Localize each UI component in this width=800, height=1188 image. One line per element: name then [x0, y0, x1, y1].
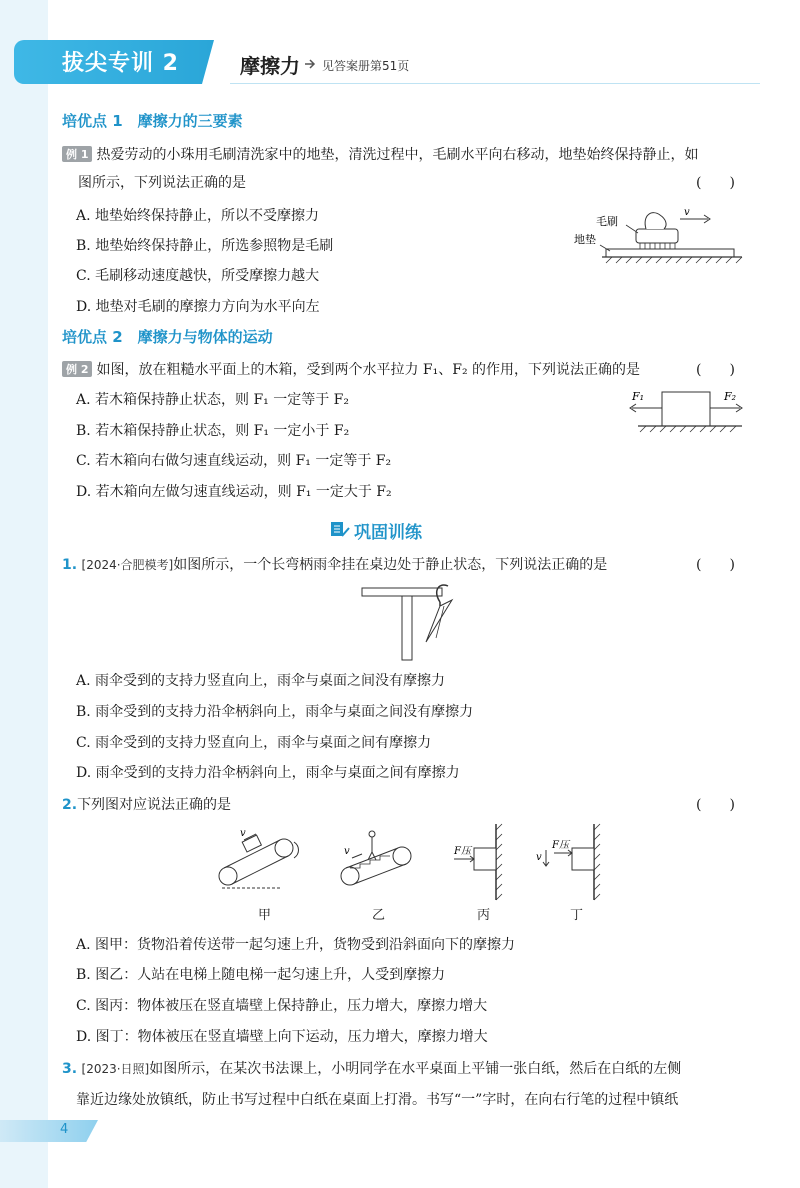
answer-reference[interactable]: 见答案册第51页 [322, 59, 410, 73]
wooden-box [662, 392, 710, 426]
example-1-stem-cont: 图所示，下列说法正确的是 [78, 175, 246, 191]
example-1-option-a[interactable]: A. 地垫始终保持静止，所以不受摩擦力 [76, 208, 320, 224]
page-sidebar [0, 0, 48, 1188]
question-3-stem: 3. [2023·日照]如图所示，在某次书法课上，小明同学在水平桌面上平铺一张白纸，然后在白纸的左侧 [62, 1061, 682, 1077]
brush-mat-figure [570, 205, 750, 273]
svg-text:v: v [344, 846, 350, 857]
page-number: 4 [60, 1122, 69, 1137]
question-1-option-a[interactable]: A. 雨伞受到的支持力竖直向上，雨伞与桌面之间没有摩擦力 [76, 673, 446, 689]
question-1-source: [2024·合肥模考] [81, 558, 174, 572]
f1-label: F₁ [632, 390, 645, 403]
question-1-answer-blank[interactable]: ( ) [696, 557, 735, 573]
question-1-option-c[interactable]: C. 雨伞受到的支持力竖直向上，雨伞与桌面之间有摩擦力 [76, 735, 432, 751]
table-top [362, 588, 442, 596]
brush-label: 毛刷 [596, 215, 618, 228]
wooden-box-figure [620, 384, 750, 440]
example-2-option-b[interactable]: B. 若木箱保持静止状态，则 F₁ 一定小于 F₂ [76, 423, 350, 439]
question-2-option-a[interactable]: A. 图甲：货物沿着传送带一起匀速上升，货物受到沿斜面向下的摩擦力 [76, 937, 516, 953]
svg-text:F压: F压 [552, 840, 569, 851]
question-2-answer-blank[interactable]: ( ) [696, 797, 735, 813]
example-1-option-b[interactable]: B. 地垫始终保持静止，所选参照物是毛刷 [76, 238, 334, 254]
example-2-option-c[interactable]: C. 若木箱向右做匀速直线运动，则 F₁ 一定等于 F₂ [76, 453, 392, 469]
label-yi: 乙 [372, 908, 386, 923]
velocity-label: v [684, 207, 690, 218]
training-label: 巩固训练 [354, 523, 422, 543]
header-rule [230, 83, 760, 84]
question-2-number: 2. [62, 797, 78, 813]
diagram-bing [453, 824, 502, 900]
example-1-tag: 例 1 [62, 146, 92, 162]
question-1-number: 1. [62, 557, 78, 573]
example-1-option-d[interactable]: D. 地垫对毛刷的摩擦力方向为水平向左 [76, 299, 320, 315]
question-3-number: 3. [62, 1061, 78, 1077]
hand-shape [645, 213, 666, 229]
svg-text:v: v [536, 852, 542, 863]
mat-shape [606, 249, 734, 257]
notebook-pen-icon [330, 520, 350, 538]
svg-text:v: v [240, 828, 246, 839]
brush-shape [636, 229, 678, 243]
umbrella-figure [356, 582, 466, 662]
question-3-stem-cont: 靠近边缘处放镇纸，防止书写过程中白纸在桌面上打滑。书写“一”字时，在向右行笔的过程中镇纸 [76, 1092, 679, 1108]
example-2-answer-blank[interactable]: ( ) [696, 362, 735, 378]
header-title: 拔尖专训 2 [62, 51, 179, 76]
label-ding: 丁 [570, 908, 584, 923]
header-topic: 摩擦力 [240, 54, 300, 78]
example-1-stem: 例 1 热爱劳动的小珠用毛刷清洗家中的地垫，清洗过程中，毛刷水平向右移动，地垫始终保持静止，如 [62, 144, 698, 164]
mat-label: 地垫 [574, 233, 596, 246]
question-3-source: [2023·日照] [81, 1062, 150, 1076]
example-2-tag: 例 2 [62, 361, 92, 377]
question-1-stem: 1. [2024·合肥模考]如图所示，一个长弯柄雨伞挂在桌边处于静止状态，下列说法正确的是 [62, 557, 608, 573]
diagram-yi [341, 831, 411, 885]
example-2-option-d[interactable]: D. 若木箱向左做匀速直线运动，则 F₁ 一定大于 F₂ [76, 484, 392, 500]
hand-pointer-icon [304, 58, 320, 70]
diagram-ding [536, 824, 600, 900]
label-bing: 丙 [477, 908, 491, 923]
section-heading-2: 培优点 2 摩擦力与物体的运动 [62, 328, 273, 346]
question-2-option-b[interactable]: B. 图乙：人站在电梯上随电梯一起匀速上升，人受到摩擦力 [76, 967, 446, 983]
umbrella-canopy [426, 600, 452, 642]
label-jia: 甲 [258, 908, 272, 923]
example-1-option-c[interactable]: C. 毛刷移动速度越快，所受摩擦力越大 [76, 268, 320, 284]
table-leg [402, 596, 412, 660]
training-title [330, 516, 480, 542]
question-2-stem: 2.下列图对应说法正确的是 [62, 797, 232, 813]
section-heading-1: 培优点 1 摩擦力的三要素 [62, 112, 243, 130]
question-1-option-d[interactable]: D. 雨伞受到的支持力沿伞柄斜向上，雨伞与桌面之间有摩擦力 [76, 765, 460, 781]
page-number-band [0, 1120, 98, 1142]
question-2-option-d[interactable]: D. 图丁：物体被压在竖直墙壁上向下运动，压力增大，摩擦力增大 [76, 1029, 488, 1045]
f2-label: F₂ [724, 390, 737, 403]
example-2-stem: 例 2 如图，放在粗糙水平面上的木箱，受到两个水平拉力 F₁、F₂ 的作用，下列说法正确的是 [62, 359, 640, 379]
question-1-option-b[interactable]: B. 雨伞受到的支持力沿伞柄斜向上，雨伞与桌面之间没有摩擦力 [76, 704, 474, 720]
example-2-option-a[interactable]: A. 若木箱保持静止状态，则 F₁ 一定等于 F₂ [76, 392, 350, 408]
example-1-answer-blank[interactable]: ( ) [696, 175, 735, 191]
question-2-option-c[interactable]: C. 图丙：物体被压在竖直墙壁上保持静止，压力增大，摩擦力增大 [76, 998, 488, 1014]
svg-text:F压: F压 [454, 846, 471, 857]
diagram-jia [219, 828, 299, 888]
